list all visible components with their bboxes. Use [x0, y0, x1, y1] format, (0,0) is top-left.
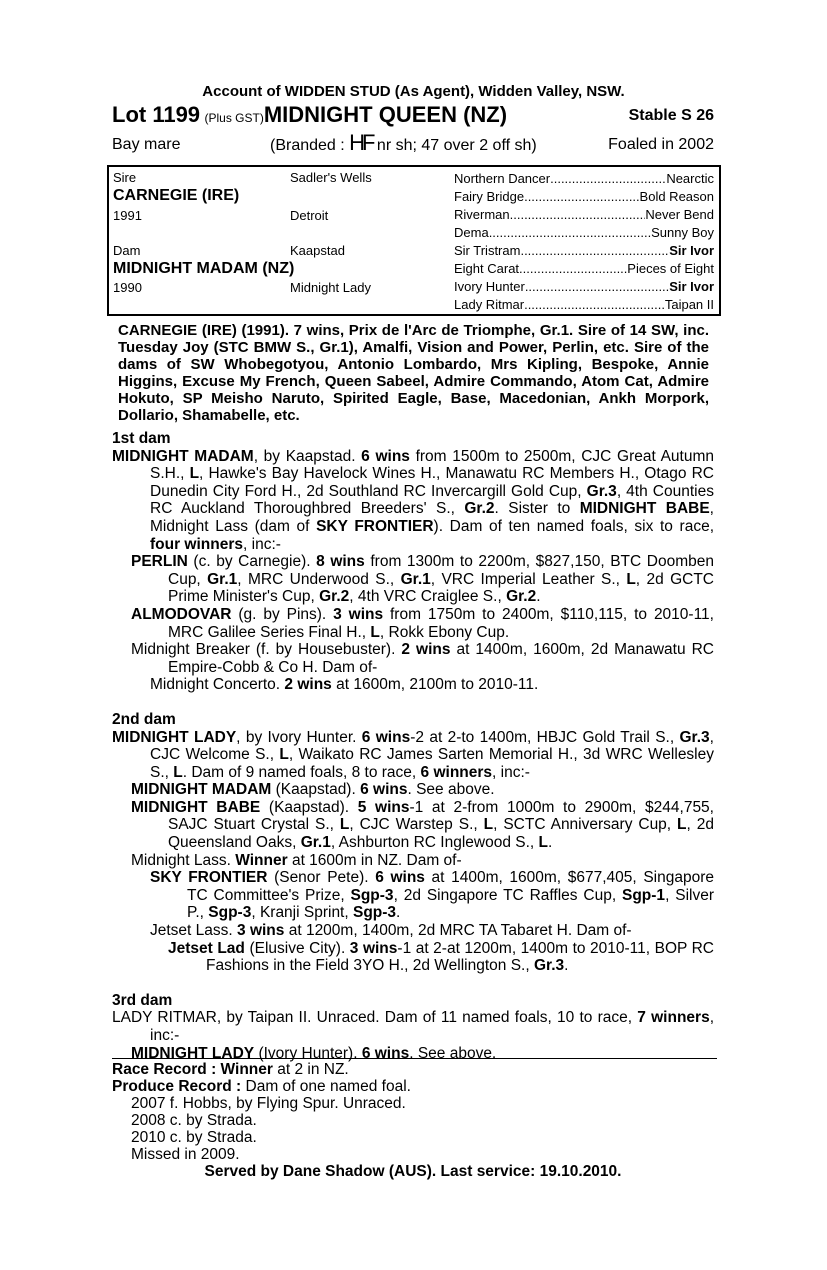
progeny-entry [112, 799, 714, 852]
text-segment: , CJC Welcome S., [150, 728, 714, 764]
great-grandsire-name: Never Bend [645, 207, 714, 222]
foal-entry: 2008 c. by Strada. [131, 1112, 257, 1129]
grandparent-row [454, 297, 714, 312]
bold-segment: Sgp-3 [208, 904, 252, 922]
grandparent-row [454, 225, 714, 240]
bold-segment: Gr.2 [319, 588, 350, 606]
brand-suffix: nr sh; 47 over 2 off sh) [372, 137, 537, 154]
bold-segment: 6 wins [361, 728, 411, 746]
horse-description [112, 130, 714, 155]
bold-segment: ALMODOVAR [131, 605, 232, 623]
bold-segment: Produce Record : [112, 1078, 242, 1095]
bold-segment: L [483, 816, 494, 834]
bold-segment: 6 wins [375, 869, 425, 887]
text-segment: Midnight Lass. [131, 851, 236, 869]
text-segment: Midnight Breaker (f. by Housebuster). [131, 641, 402, 659]
grandparent-row [454, 261, 714, 276]
text-segment: (g. by Pins). [231, 605, 334, 623]
foal-entry: 2010 c. by Strada. [131, 1129, 257, 1146]
text-segment: at 1400m, 1600m, 2d Manawatu RC Empire-Cobb & Co H. Dam of- [168, 641, 714, 676]
leader-dots [519, 261, 627, 276]
sire-year: 1991 [113, 208, 142, 223]
bold-segment: Winner [235, 851, 288, 869]
progeny-entry [112, 852, 714, 870]
progeny-entry [112, 606, 714, 641]
bold-segment: L [279, 746, 289, 764]
text-segment: , by Ivory Hunter. [236, 728, 362, 746]
text-segment: , Silver P., [187, 886, 714, 922]
text-segment: from 1750m to 2400m, $110,115, to 2010-11, MRC Galilee Series Final H., [168, 605, 714, 641]
bold-segment: Sgp-3 [352, 904, 397, 922]
dam-year: 1990 [113, 280, 142, 295]
grandparent-row [454, 189, 714, 204]
sex-colour: Bay mare [112, 136, 181, 153]
bold-segment: PERLIN [131, 553, 188, 571]
grandparent-row [454, 279, 714, 294]
gst-note: (Plus GST) [204, 111, 264, 125]
grandsire-name: Eight Carat [454, 261, 520, 276]
text-segment: . Sister to [494, 500, 580, 518]
lot-number: Lot 1199 [112, 102, 201, 127]
leader-dots [524, 297, 665, 312]
bold-segment: MIDNIGHT MADAM [112, 447, 254, 465]
text-segment: . [536, 588, 541, 606]
grandsire-name: Sir Tristram [454, 243, 521, 258]
sire-sire: Sadler's Wells [290, 170, 372, 185]
great-grandsire-name: Nearctic [666, 171, 714, 186]
brand-prefix: (Branded : [270, 137, 350, 154]
service-note: Served by Dane Shadow (AUS). Last service: 19.10.2010. [204, 1163, 622, 1180]
bold-segment: 3 wins [333, 605, 384, 623]
bold-segment: 7 winners [637, 1009, 710, 1027]
dam-entry [112, 448, 714, 554]
bold-segment: Gr.1 [300, 834, 331, 852]
dam-sire: Kaapstad [290, 243, 345, 258]
bold-segment: 6 wins [360, 781, 408, 799]
horse-name: MIDNIGHT QUEEN (NZ) [263, 102, 508, 127]
grandparent-row [454, 207, 714, 222]
great-grandsire-name: Sunny Boy [651, 225, 714, 240]
foaled-year: Foaled in 2002 [608, 136, 714, 153]
text-segment: at 1200m, 1400m, 2d MRC TA Tabaret H. Dam of- [284, 922, 632, 940]
progeny-entry [112, 1045, 714, 1063]
text-segment: , CJC Warstep S., [349, 816, 484, 834]
leader-dots [489, 225, 651, 240]
text-segment: , 2d GCTC Prime Minister's Cup, [168, 570, 714, 606]
text-segment: Midnight Concerto. [150, 676, 285, 694]
bold-segment: L [339, 816, 350, 834]
text-segment: , 4th Counties RC Auckland Thoroughbred Breeders' S., [150, 482, 714, 518]
divider [112, 1058, 717, 1059]
bold-segment: Gr.2 [464, 500, 495, 518]
bold-segment: 6 wins [361, 447, 410, 465]
text-segment: at 2 in NZ. [272, 1061, 349, 1078]
text-segment: Jetset Lass. [150, 922, 238, 940]
text-segment: . [548, 834, 553, 852]
bold-segment: MIDNIGHT BABE [579, 500, 710, 518]
leader-dots [520, 243, 669, 258]
text-segment: (Kaapstad). [260, 798, 358, 816]
progeny-entry [112, 869, 714, 922]
leader-dots [550, 171, 666, 186]
second-dam-heading: 2nd dam [112, 710, 176, 728]
text-segment: , MRC Underwood S., [237, 570, 401, 588]
grandsire-name: Riverman [454, 207, 510, 222]
text-segment: (Elusive City). [244, 939, 350, 957]
text-segment: , Ashburton RC Inglewood S., [330, 834, 539, 852]
text-segment: (c. by Carnegie). [187, 553, 317, 571]
bold-segment: L [626, 570, 636, 588]
text-segment: , by Kaapstad. [253, 447, 362, 465]
grandparent-row [454, 171, 714, 186]
text-segment: . See above. [407, 781, 495, 799]
bold-segment: Gr.1 [400, 570, 431, 588]
bold-segment: Gr.3 [586, 482, 617, 500]
text-segment: , 2d Queensland Oaks, [168, 816, 714, 852]
family-section [112, 430, 714, 1062]
progeny-entry [112, 553, 714, 606]
bold-segment: L [538, 834, 548, 852]
bold-segment: L [173, 763, 183, 781]
bold-segment: Jetset Lad [168, 939, 245, 957]
text-segment: (Senor Pete). [267, 869, 376, 887]
text-segment: , SCTC Anniversary Cup, [493, 816, 678, 834]
grandsire-name: Dema [454, 225, 489, 240]
text-segment: (Kaapstad). [271, 781, 361, 799]
bold-segment: four winners [150, 535, 244, 553]
text-segment: ). Dam of ten named foals, six to race, [433, 517, 714, 535]
bold-segment: Sgp-3 [350, 886, 394, 904]
bold-segment: 6 wins [361, 1044, 410, 1062]
bold-segment: L [189, 465, 200, 483]
third-dam-heading: 3rd dam [112, 991, 173, 1009]
bold-segment: SKY FRONTIER [316, 517, 434, 535]
bold-segment: MIDNIGHT MADAM [131, 781, 272, 799]
grandparent-row [454, 243, 714, 258]
bold-segment: Sgp-1 [622, 886, 666, 904]
race-record [112, 1061, 714, 1078]
text-segment: Dam of one named foal. [241, 1078, 411, 1095]
brand-info [270, 130, 537, 155]
text-segment: (Ivory Hunter). [254, 1044, 362, 1062]
text-segment: , 2d Singapore TC Raffles Cup, [393, 886, 622, 904]
grandsire-name: Lady Ritmar [454, 297, 525, 312]
great-grandsire-name: Taipan II [664, 297, 714, 312]
great-grandsire-name: Bold Reason [639, 189, 714, 204]
text-segment: . [564, 957, 569, 975]
brand-mark-icon: HF [349, 130, 373, 155]
text-segment: at 1600m, 2100m to 2010-11. [331, 676, 539, 694]
text-segment: . See above. [409, 1044, 497, 1062]
progeny-entry [112, 781, 714, 799]
pedigree-table [107, 165, 721, 316]
bold-segment: 3 wins [349, 939, 398, 957]
text-segment: -2 at 2-to 1400m, HBJC Gold Trail S., [410, 728, 680, 746]
dam-name: MIDNIGHT MADAM (NZ) [113, 260, 295, 277]
bold-segment: MIDNIGHT LADY [131, 1044, 255, 1062]
bold-segment: Gr.1 [207, 570, 238, 588]
great-grandsire-name: Sir Ivor [669, 243, 714, 258]
text-segment: at 1400m, 1600m, $677,405, Singapore TC Committee's Prize, [187, 869, 714, 904]
progeny-entry [112, 940, 714, 975]
bold-segment: MIDNIGHT LADY [112, 728, 237, 746]
bold-segment: Race Record : Winner [112, 1061, 273, 1078]
lot-title-line [112, 102, 714, 130]
leader-dots [525, 279, 669, 294]
progeny-entry [112, 641, 714, 676]
text-segment: , Midnight Lass (dam of [150, 500, 714, 535]
text-segment: -1 at 2-from 1000m to 2900m, $244,755, SAJC Stuart Crystal S., [168, 798, 714, 834]
bold-segment: 2 wins [284, 676, 332, 694]
text-segment: , VRC Imperial Leather S., [430, 570, 627, 588]
dam-dam: Midnight Lady [290, 280, 371, 295]
text-segment: LADY RITMAR, by Taipan II. Unraced. Dam of 11 named foals, 10 to race, [112, 1009, 638, 1027]
leader-dots [510, 207, 646, 222]
sire-dam: Detroit [290, 208, 329, 223]
text-segment: , inc:- [150, 1009, 714, 1044]
text-segment: , Hawke's Bay Havelock Wines H., Manawatu RC Members H., Otago RC Dunedin City Ford H., 2d Southland RC Invercargill Gold Cup, [150, 465, 714, 500]
text-segment: from 1500m to 2500m, CJC Great Autumn S.H., [150, 447, 714, 483]
progeny-entry [112, 922, 714, 940]
foal-entry: Missed in 2009. [131, 1146, 240, 1163]
text-segment: , inc:- [492, 763, 530, 781]
text-segment: . Dam of 9 named foals, 8 to race, [182, 763, 421, 781]
vendor-account: Account of WIDDEN STUD (As Agent), Widden Valley, NSW. [202, 83, 625, 100]
grandsire-name: Fairy Bridge [454, 189, 525, 204]
bold-segment: Gr.3 [533, 957, 565, 975]
bold-segment: L [677, 816, 687, 834]
bold-segment: 5 wins [357, 798, 410, 816]
stable-number: Stable S 26 [628, 107, 714, 124]
great-grandsire-name: Pieces of Eight [627, 261, 714, 276]
text-segment: , Kranji Sprint, [251, 904, 353, 922]
text-segment: , 4th VRC Craiglee S., [349, 588, 507, 606]
text-segment: . [396, 904, 401, 922]
bold-segment: 2 wins [401, 641, 451, 659]
dam-label: Dam [113, 243, 141, 258]
grandsire-name: Ivory Hunter [454, 279, 525, 294]
foal-entry: 2007 f. Hobbs, by Flying Spur. Unraced. [131, 1095, 406, 1112]
bold-segment: L [370, 623, 380, 641]
bold-segment: Gr.2 [506, 588, 537, 606]
sire-label: Sire [113, 170, 137, 185]
text-segment: from 1300m to 2200m, $827,150, BTC Doomben Cup, [168, 553, 715, 588]
grandsire-name: Northern Dancer [454, 171, 551, 186]
great-grandsire-name: Sir Ivor [669, 279, 714, 294]
dam-entry [112, 729, 714, 782]
sire-summary: CARNEGIE (IRE) (1991). 7 wins, Prix de l'Arc de Triomphe, Gr.1. Sire of 14 SW, inc. Tuesday Joy (STC BMW S., Gr.1), Amalfi, Vision and Power, Perlin, etc. Sire of the dams of SW Whobegotyou, Antonio Lombardo, Mrs Kipling, Bespoke, Annie Higgins, Excuse My French, Queen Sabeel, Admire Commando, Atom Cat, Admire Hokuto, SP Meisho Naruto, Spirited Eagle, Base, Macedonian, Ankh Morpork, Dollario, Shamabelle, etc. [118, 322, 709, 424]
produce-record [112, 1078, 714, 1095]
dam-entry [112, 1009, 714, 1044]
sire-name: CARNEGIE (IRE) [113, 187, 240, 204]
bold-segment: Gr.3 [679, 728, 710, 746]
text-segment: , inc:- [243, 535, 281, 553]
text-segment: , Waikato RC James Sarten Memorial H., 3d WRC Wellesley S., [150, 746, 714, 781]
records-section [112, 1061, 714, 1180]
bold-segment: 3 wins [237, 922, 285, 940]
text-segment: at 1600m in NZ. Dam of- [287, 851, 462, 869]
bold-segment: SKY FRONTIER [150, 869, 268, 887]
progeny-entry [112, 676, 714, 694]
leader-dots [524, 189, 639, 204]
text-segment: -1 at 2-at 1200m, 1400m to 2010-11, BOP RC Fashions in the Field 3YO H., 2d Wellington S., [206, 939, 714, 975]
bold-segment: MIDNIGHT BABE [131, 798, 261, 816]
first-dam-heading: 1st dam [112, 430, 171, 447]
text-segment: , Rokk Ebony Cup. [379, 623, 510, 641]
bold-segment: 6 winners [420, 763, 493, 781]
bold-segment: 8 wins [316, 553, 365, 571]
